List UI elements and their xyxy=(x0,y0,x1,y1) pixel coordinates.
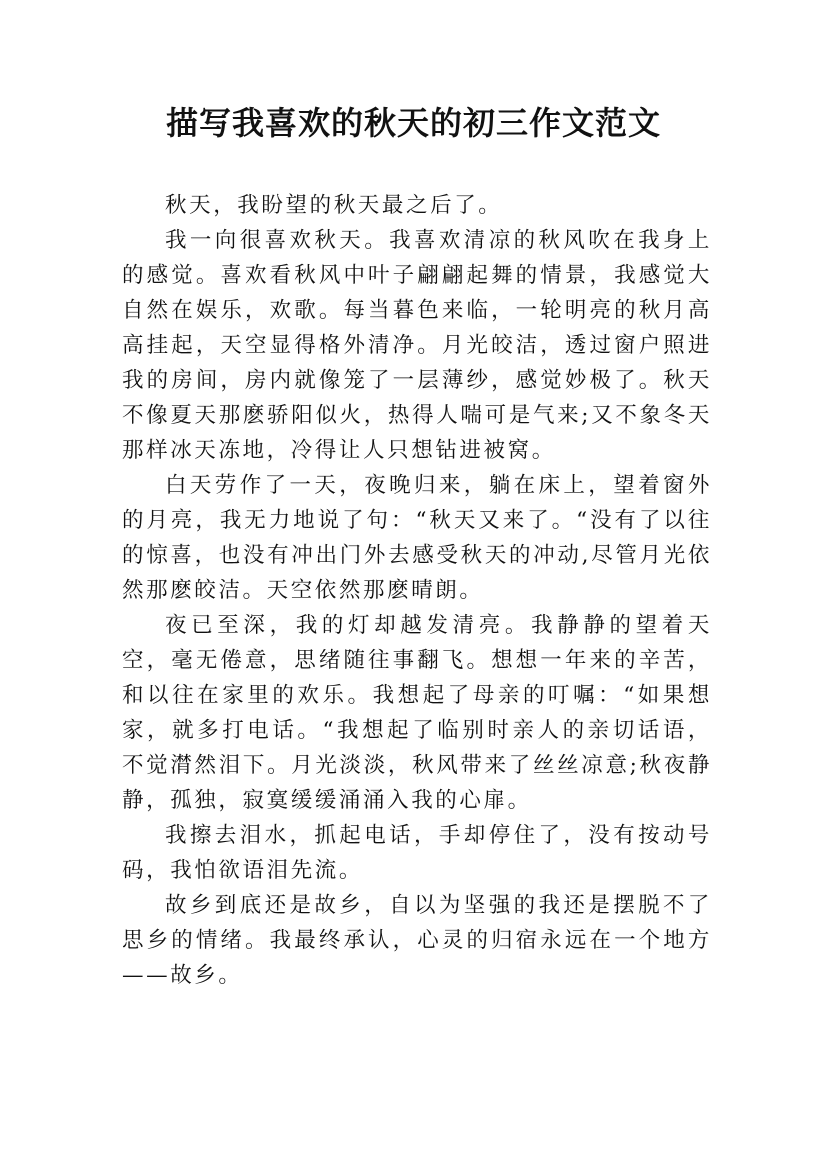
paragraph: 故乡到底还是故乡，自以为坚强的我还是摆脱不了思乡的情绪。我最终承认，心灵的归宿永远在一个地方——故乡。 xyxy=(122,893,712,988)
paragraph: 我擦去泪水，抓起电话，手却停住了，没有按动号码，我怕欲语泪先流。 xyxy=(122,823,712,883)
paragraph: 我一向很喜欢秋天。我喜欢清凉的秋风吹在我身上的感觉。喜欢看秋风中叶子翩翩起舞的情景，我感觉大自然在娱乐，欢歌。每当暮色来临，一轮明亮的秋月高高挂起，天空显得格外清净。月光皎洁，透过窗户照进我的房间，房内就像笼了一层薄纱，感觉妙极了。秋天不像夏天那麽骄阳似火，热得人喘可是气来;又不象冬天那样冰天冻地，冷得让人只想钻进被窝。 xyxy=(122,228,712,463)
paragraph: 夜已至深，我的灯却越发清亮。我静静的望着天空，毫无倦意，思绪随往事翻飞。想想一年来的辛苦，和以往在家里的欢乐。我想起了母亲的叮嘱：“如果想家，就多打电话。“我想起了临别时亲人的亲切话语，不觉潸然泪下。月光淡淡，秋风带来了丝丝凉意;秋夜静静，孤独，寂寞缓缓涌涌入我的心扉。 xyxy=(122,613,712,813)
paragraph: 秋天，我盼望的秋天最之后了。 xyxy=(165,193,503,218)
document-title: 描写我喜欢的秋天的初三作文范文 xyxy=(165,104,661,142)
paragraph: 白天劳作了一天，夜晚归来，躺在床上，望着窗外的月亮，我无力地说了句：“秋天又来了。“没有了以往的惊喜，也没有冲出门外去感受秋天的冲动,尽管月光依然那麽皎洁。天空依然那麽晴朗。 xyxy=(122,473,712,603)
document-body xyxy=(122,188,712,993)
